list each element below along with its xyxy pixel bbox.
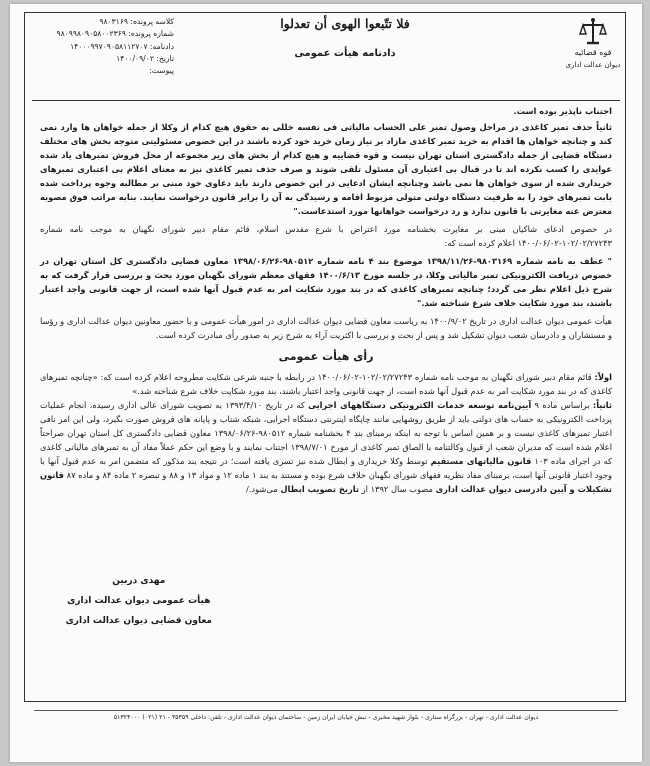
paragraph-shari-claim: در خصوص ادعای شاکیان مبنی بر مغایرت بخشنامه مورد اعتراض با شرع مقدس اسلام، قائم مقام دبیر شورای نگهبان به موجب نامه شماره ۱۰۲/۰۲/۲۷۲۴۳-۱۴۰۰/۰۶/۰۲ اعلام کرده است که: [40,224,612,248]
ruling-number: دادنامه: ۱۴۰۰۰۹۹۷۰۹۰۵۸۱۱۲۷۰۷ [70,41,174,51]
emblem-icon [578,16,608,46]
document-type: دادنامه هیأت عمومی [294,48,396,59]
header-divider [32,100,620,101]
ruling-first-lead: اولاً: [594,372,612,382]
ruling-body [40,104,612,496]
document-header [260,16,430,59]
paragraph-second-lead: ثانیاً [596,122,613,132]
case-class-number: کلاسه پرونده: ۹۸۰۳۱۶۹ [99,17,174,26]
signatory-title-2: معاون قضایی دیوان عدالت اداری [65,616,212,626]
emblem-sublabel: دیوان عدالت اداری [565,61,621,69]
footer-address: دیوان عدالت اداری - تهران - بزرگراه ستاری - بلوار شهید مخبری - نبش خیابان ایران زمین - ساختمان دیوان عدالت اداری - تلفن: داخلی ۳۵۳۵۹ - ۲۱ (۰۲۱) ۵۱۳۲۴۰۰۰ [113,714,539,721]
ruling-date: تاریخ: ۱۴۰۰/۰۹/۰۲ [116,53,174,63]
judiciary-emblem [564,16,622,69]
ruling-first [40,370,612,398]
ruling-second-court-law: قانون تشکیلات و آیین دادرسی دیوان عدالت اداری [40,470,612,494]
paragraph-second-text: حذف تمبر کاغذی در مراحل وصول تمبر علی الحساب مالیاتی فی نفسه خللی به حقوق هیچ کدام از وکلا از جمله خواهان ها وارد نمی کند و چنانچه خواهان ها اقدام به خرید تمبر کاغذی مازاد بر نیاز زمان خرید خود کرده باشند در این خصوص مسئولیتی متوجه بخش های مختلف دستگاه قضایی از جمله دادگستری استان تهران نیست و قوه قضاییه و هیچ کدام از بخش های زیر مجموعه از محل فروش تمبرهای یاد شده عوایدی را کسب نکرده اند تا در قبال بی اعتباری آن مسئول تلقی شوند و صرف حذف تمبر کاغذی نیز به معنای اعلام بی اعتباری تمبرهای خریداری شده از سوی خواهان ها نمی باشد وچنانچه ایشان ادعایی در این خصوص دارند باید دعاوی خود مبنی بر مطالبه وجوه پرداخت شده بابت تمبرهای خود را به طرفیت دستگاه دولتی متولی مربوط اقامه و رسیدگی به آن را برابر قانون درخواست نمایند. بنابه مراتب فوق مصوبه معترض عنه مغایرتی با قانون ندارد و رد درخواست خواهانها مورد استدعاست." [40,122,612,216]
signature-block [66,571,212,631]
emblem-label: قوه قضائیه [574,48,612,57]
ruling-second-end: مصوب سال ۱۳۹۲ از [361,484,433,494]
ruling-second-tax-law: قانون مالیاتهای مستقیم [430,456,532,466]
paragraph-guardian-council-quote: " عطف به نامه شماره ۹۸۰۳۱۶۹-۱۳۹۸/۱۱/۲۶ موضوع بند ۴ نامه شماره ۹۸۰۵۱۲-۱۳۹۸/۰۶/۲۶ معاون قضایی دادگستری کل استان تهران در خصوص دریافت الکترونیکی تمبر مالیاتی وکلا، در جلسه مورخ ۱۴۰۰/۶/۱۳ فقهای معظم شورای نگهبان مورد بحث و بررسی قرار گرفت که به شرح ذیل اعلام نظر می گردد؛ چنانچه تمبرهای کاغذی که در بند مورد شکایت امر به عدم قبول آنها شده است، از جهت قانونی واجد اعتبار باشند، بند مورد شکایت خلاف شرع شناخته شد." [40,256,613,308]
header-verse: فلا تتّبعوا الهوی أن تعدلوا [280,16,410,31]
signatory-title-1: هیأت عمومی دیوان عدالت اداری [67,596,211,606]
ruling-second-final: می‌شود./ [245,484,278,494]
section-title: رأی هیأت عمومی [278,350,374,363]
ruling-second-mid: براساس ماده ۹ [534,400,590,410]
signatory-name: مهدی دربین [112,576,166,586]
ruling-second-rest: که در تاریخ ۱۳۹۳/۴/۱۰ به تصویب شورای عالی اداری رسیده، انجام عملیات پرداخت الکترونیکی به حساب های دولتی باید از طریق روشهایی مانند چاپگاه اینترنتی دستگاه اجرایی، شبکه شتاب و پایانه های فروش صورت بگیرد، ولی این امر نافی اعتبار تمبرهای کاغذی نیست و بر همین اساس با توجه به اینکه برمبنای بند ۴ بخشنامه شماره ۹۸۰۵۱۲-۱۳۹۸/۰۶/۲۶ معاون قضایی دادگستری کل استان تهران صراحتاً اعلام شده است که مدیران شعب از قبول وکالتنامه با الصاق تمبر کاغذی از مورخ ۱۳۹۸/۷/۰۱ اجتناب نمایند و با وضع این حکم عملاً مفاد آن به تمبرهای مالیاتی کاغذی که در اجرای ماده ۱۰۳ [40,400,613,466]
attachment-label: پیوست: [149,66,174,76]
case-metadata [24,16,174,77]
paragraph-second [40,120,612,218]
ruling-second-tail: توسط وکلا خریداری و ابطال شده نیز تسری یافته است؛ در نتیجه بند مذکور که متضمن امر به عدم قبول آنها با وجود اعتبار قانونی آنها است، برمبنای مفاد نظریه فقهای شورای نگهبان خلاف شرع بوده و مستند به بند ۱ ماده ۱۲ و مواد ۱۳ و ۸۸ و تبصره ۲ ماده ۸۴ و ماده ۸۷ [40,456,612,480]
document-page [10,4,642,762]
footer-divider [34,710,618,711]
ruling-second [40,398,612,496]
paragraph-intro: اجتناب ناپذیر بوده است. [513,106,612,116]
ruling-first-text: قائم مقام دبیر شورای نگهبان به موجب نامه شماره ۱۰۲/۰۲/۲۷۲۴۳-۱۴۰۰/۰۶/۰۲ در رابطه با جنبه شرعی شکایت مطروحه اعلام کرده است که: «چنانچه تمبرهای کاغذی که در بند مورد شکایت امر به عدم قبول آنها شده است، از جهت قانونی واجد اعتبار باشند، بند مورد شکایت خلاف شرع شناخته شد.» [40,372,612,396]
paragraph-session: هیأت عمومی دیوان عدالت اداری در تاریخ ۱۴۰۰/۹/۰۲ به ریاست معاون قضایی دیوان عدالت اداری در امور هیأت عمومی و با حضور معاونین دیوان عدالت اداری و رؤسا و مستشاران و دادرسان شعب دیوان تشکیل شد و پس از بحث و بررسی با اکثریت آراء به شرح زیر به صدور رأی مبادرت کرده است. [40,316,612,340]
ruling-second-lead: ثانیاً: [592,400,613,410]
ruling-second-annulment: تاریخ تصویب ابطال [280,484,359,494]
case-file-number: شماره پرونده: ۹۸۰۹۹۸۰۹۰۵۸۰۰۲۳۶۹ [56,29,174,39]
ruling-second-regulation: آیین‌نامه توسعه خدمات الکترونیکی دستگاههای اجرایی [308,400,532,410]
